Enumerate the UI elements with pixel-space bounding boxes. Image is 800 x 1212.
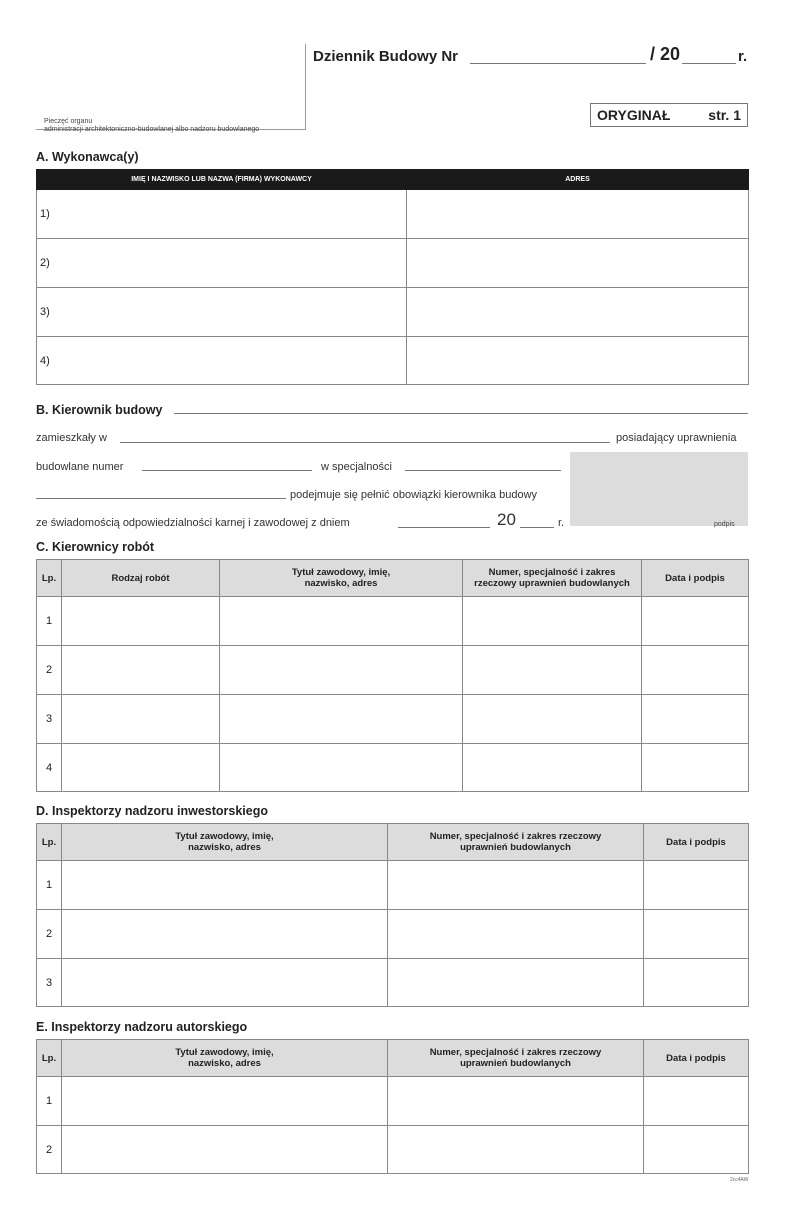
residing-label: zamieszkały w [36,432,107,444]
contractor-name-header: IMIĘ I NAZWISKO LUB NAZWA (FIRMA) WYKONAWCY [37,170,407,190]
row-number: 1 [37,861,62,910]
table-cell[interactable] [644,861,749,910]
title-name-address-header: Tytuł zawodowy, imię, nazwisko, adres [62,824,388,861]
work-managers-table [36,559,749,792]
contractor-address-header: ADRES [407,170,749,190]
lp-header: Lp. [37,560,62,597]
original-label: ORYGINAŁ [597,107,671,123]
signature-label: podpis [714,521,735,528]
holding-label: posiadający uprawnienia [616,432,737,444]
table-row [37,695,749,744]
table-row [37,337,749,385]
table-row [37,910,749,959]
table-row [37,959,749,1007]
table-cell[interactable] [463,646,642,695]
license-scope-header: Numer, specjalność i zakres rzeczowy uprawnień budowlanych [388,824,644,861]
license-number-label: budowlane numer [36,461,124,473]
contractor-address-cell[interactable] [407,190,749,239]
date-signature-header: Data i podpis [644,824,749,861]
stamp-label [44,118,314,134]
table-row [37,1077,749,1126]
page-label: str. 1 [708,107,741,123]
section-e-title: E. Inspektorzy nadzoru autorskiego [36,1020,248,1034]
stamp-label-line-2: administracji architektoniczno-budowlanej albo nadzoru budowlanego [44,126,260,133]
specialty-field[interactable] [405,470,561,471]
journal-year-suffix: r. [738,48,748,65]
table-row [37,288,749,337]
start-date-field[interactable] [398,527,490,528]
title-name-address-header: Tytuł zawodowy, imię, nazwisko, adres [220,560,463,597]
contractor-name-cell[interactable]: 4) [37,337,407,385]
signature-box[interactable] [570,452,748,526]
contractors-table [36,169,749,385]
form-code: 2cc4AW [730,1177,749,1183]
table-cell[interactable] [644,1077,749,1126]
table-cell[interactable] [62,1077,388,1126]
row-number: 1 [37,1077,62,1126]
table-cell[interactable] [388,861,644,910]
table-cell[interactable] [220,744,463,792]
table-cell[interactable] [62,646,220,695]
row-number: 2 [37,1126,62,1174]
date-signature-header: Data i podpis [642,560,749,597]
row-number: 2 [37,646,62,695]
contractor-address-cell[interactable] [407,288,749,337]
date-signature-header: Data i podpis [644,1040,749,1077]
table-cell[interactable] [62,744,220,792]
table-cell[interactable] [644,959,749,1007]
table-cell[interactable] [642,744,749,792]
table-cell[interactable] [62,695,220,744]
title-name-address-header: Tytuł zawodowy, imię, nazwisko, adres [62,1040,388,1077]
table-cell[interactable] [220,646,463,695]
original-badge [590,103,748,127]
license-number-field[interactable] [142,470,312,471]
specialty-continued-field[interactable] [36,498,286,499]
start-year-field[interactable] [520,527,554,528]
table-row [37,744,749,792]
journal-year-prefix: / 20 [650,44,681,64]
table-cell[interactable] [388,910,644,959]
table-cell[interactable] [644,910,749,959]
table-row [37,646,749,695]
table-cell[interactable] [388,959,644,1007]
table-cell[interactable] [62,910,388,959]
contractor-name-cell[interactable]: 2) [37,239,407,288]
table-cell[interactable] [388,1077,644,1126]
work-type-header: Rodzaj robót [62,560,220,597]
journal-number-field[interactable] [470,63,646,64]
undertakes-label: podejmuje się pełnić obowiązki kierownika budowy [290,489,538,501]
table-cell[interactable] [642,646,749,695]
awareness-label: ze świadomością odpowiedzialności karnej i zawodowej z dniem [36,517,350,529]
table-cell[interactable] [62,959,388,1007]
table-row [37,190,749,239]
residence-field[interactable] [120,442,610,443]
table-cell[interactable] [642,597,749,646]
site-manager-name-field[interactable] [174,413,748,414]
table-cell[interactable] [642,695,749,744]
table-row [37,861,749,910]
specialty-label: w specjalności [321,461,392,473]
row-number: 2 [37,910,62,959]
section-a-title: A. Wykonawca(y) [36,150,139,164]
lp-header: Lp. [37,1040,62,1077]
start-year-prefix: 20 [497,510,516,529]
table-row [37,597,749,646]
table-row [37,239,749,288]
contractor-name-cell[interactable]: 1) [37,190,407,239]
license-scope-header: Numer, specjalność i zakres rzeczowy uprawnień budowlanych [463,560,642,597]
row-number: 3 [37,695,62,744]
table-cell[interactable] [220,695,463,744]
section-c-title: C. Kierownicy robót [36,540,155,554]
stamp-label-line-1: Pieczęć organu [44,118,93,125]
table-cell[interactable] [62,597,220,646]
investor-inspectors-table [36,823,749,1007]
table-cell[interactable] [644,1126,749,1174]
table-cell[interactable] [463,597,642,646]
contractor-name-cell[interactable]: 3) [37,288,407,337]
lp-header: Lp. [37,824,62,861]
section-d-title: D. Inspektorzy nadzoru inwestorskiego [36,804,268,818]
table-cell[interactable] [388,1126,644,1174]
start-year-suffix: r. [558,517,565,529]
table-cell[interactable] [62,1126,388,1174]
journal-year-field[interactable] [682,63,736,64]
contractor-address-cell[interactable] [407,337,749,385]
row-number: 4 [37,744,62,792]
table-cell[interactable] [220,597,463,646]
table-cell[interactable] [463,744,642,792]
license-scope-header: Numer, specjalność i zakres rzeczowy uprawnień budowlanych [388,1040,644,1077]
contractor-address-cell[interactable] [407,239,749,288]
table-cell[interactable] [463,695,642,744]
section-b-title: B. Kierownik budowy [36,403,163,417]
journal-title: Dziennik Budowy Nr [313,48,459,65]
row-number: 1 [37,597,62,646]
author-inspectors-table [36,1039,749,1174]
table-row [37,1126,749,1174]
row-number: 3 [37,959,62,1007]
table-cell[interactable] [62,861,388,910]
